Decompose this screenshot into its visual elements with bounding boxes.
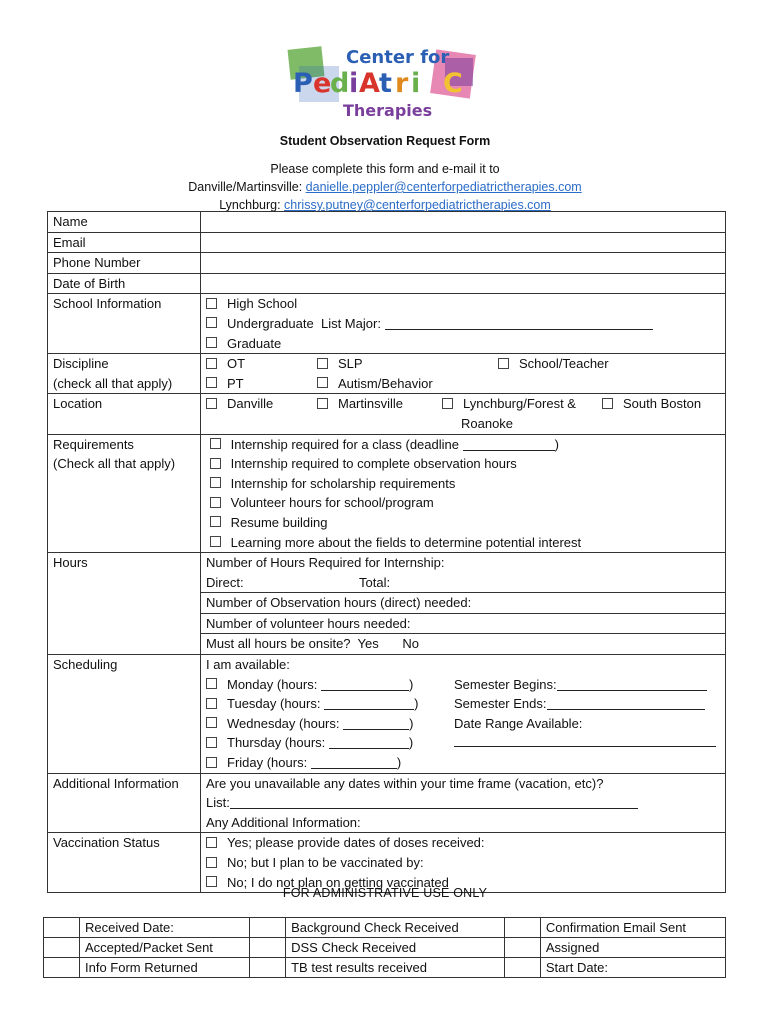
deadline-input[interactable] bbox=[463, 437, 555, 451]
admin-cell: TB test results received bbox=[286, 958, 505, 978]
high-school-label: High School bbox=[227, 296, 298, 312]
phone-field[interactable] bbox=[201, 253, 726, 274]
major-input[interactable] bbox=[385, 316, 653, 330]
resume-label: Resume building bbox=[230, 514, 328, 530]
wednesday-label: Wednesday (hours: bbox=[227, 715, 340, 731]
observation-internship-label: Internship required to complete observation hours bbox=[230, 456, 517, 472]
logo-letter: e bbox=[313, 68, 332, 99]
monday-label: Monday (hours: bbox=[227, 676, 318, 692]
wednesday-checkbox[interactable] bbox=[206, 717, 217, 728]
school-options bbox=[201, 294, 726, 354]
admin-cell: Assigned bbox=[540, 938, 725, 958]
vaccination-label: Vaccination Status bbox=[48, 833, 201, 893]
pt-checkbox[interactable] bbox=[206, 377, 217, 388]
ot-label: OT bbox=[227, 356, 246, 372]
volunteer-checkbox[interactable] bbox=[210, 497, 221, 508]
total-hours-label: Total: bbox=[359, 574, 391, 590]
danville-contact bbox=[0, 178, 770, 196]
monday-close: ) bbox=[408, 676, 414, 692]
admin-cell: DSS Check Received bbox=[286, 938, 505, 958]
hours-label: Hours bbox=[48, 553, 201, 655]
observation-request-form bbox=[47, 211, 726, 893]
admin-checkbox[interactable] bbox=[504, 918, 540, 938]
logo-letter: t bbox=[379, 68, 392, 99]
logo-letter: i bbox=[349, 68, 359, 99]
tuesday-checkbox[interactable] bbox=[206, 698, 217, 709]
martinsville-checkbox[interactable] bbox=[317, 398, 328, 409]
date-range-label: Date Range Available: bbox=[454, 715, 583, 731]
volunteer-hours-label: Number of volunteer hours needed: bbox=[201, 613, 725, 634]
pt-label: PT bbox=[227, 375, 244, 391]
email-label: Email bbox=[48, 232, 201, 253]
logo-letter: r bbox=[395, 68, 409, 99]
undergraduate-label: Undergraduate bbox=[227, 315, 314, 331]
danville-label: Danville/Martinsville: bbox=[188, 180, 306, 194]
location-options bbox=[201, 394, 726, 434]
name-field[interactable] bbox=[201, 212, 726, 233]
graduate-label: Graduate bbox=[227, 335, 282, 351]
additional-info-section bbox=[201, 773, 726, 833]
south-boston-label: South Boston bbox=[623, 396, 702, 412]
lynchburg-label: Lynchburg/Forest & bbox=[463, 396, 576, 412]
list-label: List: bbox=[206, 795, 230, 811]
admin-checkbox[interactable] bbox=[44, 918, 80, 938]
danville-label: Danville bbox=[227, 396, 274, 412]
ot-checkbox[interactable] bbox=[206, 358, 217, 369]
date-range-input[interactable] bbox=[454, 733, 716, 747]
semester-begins-input[interactable] bbox=[557, 677, 707, 691]
admin-checkbox[interactable] bbox=[250, 918, 286, 938]
lynchburg-label: Lynchburg: bbox=[219, 198, 285, 212]
school-teacher-checkbox[interactable] bbox=[498, 358, 509, 369]
email-field[interactable] bbox=[201, 232, 726, 253]
requirements-label-line1: Requirements bbox=[53, 436, 134, 452]
onsite-no[interactable]: No bbox=[402, 636, 419, 652]
logo-line3: Therapies bbox=[343, 101, 433, 120]
autism-behavior-label: Autism/Behavior bbox=[338, 375, 433, 391]
volunteer-label: Volunteer hours for school/program bbox=[230, 495, 434, 511]
admin-checkbox[interactable] bbox=[44, 958, 80, 978]
vaccinated-plan-checkbox[interactable] bbox=[206, 857, 217, 868]
list-input[interactable] bbox=[230, 795, 638, 809]
lynchburg-checkbox[interactable] bbox=[442, 398, 453, 409]
admin-cell: Background Check Received bbox=[286, 918, 505, 938]
vaccination-options bbox=[201, 833, 726, 893]
semester-ends-label: Semester Ends: bbox=[454, 696, 547, 712]
learning-label: Learning more about the fields to determine potential interest bbox=[230, 534, 582, 550]
logo-letter: d bbox=[330, 68, 350, 99]
undergraduate-checkbox[interactable] bbox=[206, 317, 217, 328]
vaccinated-yes-label: Yes; please provide dates of doses received: bbox=[227, 835, 485, 851]
friday-checkbox[interactable] bbox=[206, 757, 217, 768]
admin-heading: FOR ADMINISTRATIVE USE ONLY bbox=[282, 886, 488, 900]
class-internship-label: Internship required for a class (deadline bbox=[230, 436, 459, 452]
any-additional-label: Any Additional Information: bbox=[206, 814, 361, 830]
admin-checkbox[interactable] bbox=[250, 938, 286, 958]
admin-cell: Start Date: bbox=[540, 958, 725, 978]
discipline-label-line1: Discipline bbox=[53, 356, 109, 372]
thursday-hours-input[interactable] bbox=[329, 735, 409, 749]
logo-letter: C bbox=[443, 68, 463, 99]
admin-checkbox[interactable] bbox=[504, 958, 540, 978]
class-internship-close: ) bbox=[554, 436, 559, 452]
danville-email-link[interactable]: danielle.peppler@centerforpediatrictherapies.com bbox=[305, 180, 582, 194]
school-label: School Information bbox=[48, 294, 201, 354]
requirements-label bbox=[48, 434, 201, 553]
admin-checkbox[interactable] bbox=[504, 938, 540, 958]
intro-text: Please complete this form and e-mail it to bbox=[270, 162, 500, 176]
observation-hours-label: Number of Observation hours (direct) needed: bbox=[201, 592, 725, 613]
form-title: Student Observation Request Form bbox=[279, 134, 491, 148]
phone-label: Phone Number bbox=[48, 253, 201, 274]
major-label: List Major: bbox=[320, 315, 381, 331]
admin-table bbox=[43, 917, 726, 978]
semester-begins-label: Semester Begins: bbox=[454, 676, 557, 692]
discipline-label-line2: (check all that apply) bbox=[53, 375, 173, 391]
logo-letter: P bbox=[293, 68, 313, 99]
semester-ends-input[interactable] bbox=[547, 696, 705, 710]
logo-letter: A bbox=[359, 68, 380, 99]
scheduling-section bbox=[201, 655, 726, 774]
tuesday-label: Tuesday (hours: bbox=[227, 696, 321, 712]
additional-info-label: Additional Information bbox=[48, 773, 201, 833]
monday-hours-input[interactable] bbox=[321, 677, 409, 691]
onsite-question: Must all hours be onsite? bbox=[206, 636, 351, 652]
admin-cell: Received Date: bbox=[80, 918, 250, 938]
center-for-pediatric-therapies-logo bbox=[283, 44, 489, 120]
tuesday-close: ) bbox=[414, 696, 419, 712]
friday-close: ) bbox=[396, 755, 402, 771]
thursday-close: ) bbox=[408, 735, 414, 751]
thursday-checkbox[interactable] bbox=[206, 737, 217, 748]
thursday-label: Thursday (hours: bbox=[227, 735, 326, 751]
tuesday-hours-input[interactable] bbox=[324, 696, 414, 710]
lynchburg-email-link[interactable]: chrissy.putney@centerforpediatrictherapies.com bbox=[284, 198, 551, 212]
logo-line1: Center for bbox=[346, 47, 450, 68]
south-boston-checkbox[interactable] bbox=[602, 398, 613, 409]
vaccinated-yes-checkbox[interactable] bbox=[206, 837, 217, 848]
location-label: Location bbox=[48, 394, 201, 434]
scholarship-label: Internship for scholarship requirements bbox=[230, 475, 456, 491]
unavailable-question: Are you unavailable any dates within your time frame (vacation, etc)? bbox=[206, 775, 604, 791]
class-internship-checkbox[interactable] bbox=[210, 438, 221, 449]
friday-label: Friday (hours: bbox=[227, 755, 308, 771]
onsite-yes[interactable]: Yes bbox=[357, 636, 379, 652]
vaccinated-plan-label: No; but I plan to be vaccinated by: bbox=[227, 855, 424, 870]
admin-checkbox[interactable] bbox=[44, 938, 80, 958]
internship-hours-label: Number of Hours Required for Internship: bbox=[206, 555, 445, 571]
martinsville-label: Martinsville bbox=[338, 396, 404, 412]
admin-cell: Confirmation Email Sent bbox=[540, 918, 725, 938]
name-label: Name bbox=[48, 212, 201, 233]
direct-hours-label: Direct: bbox=[206, 574, 244, 590]
friday-hours-input[interactable] bbox=[311, 755, 397, 769]
wednesday-hours-input[interactable] bbox=[343, 716, 409, 730]
admin-cell: Accepted/Packet Sent bbox=[80, 938, 250, 958]
wednesday-close: ) bbox=[409, 715, 414, 731]
observation-internship-checkbox[interactable] bbox=[210, 458, 221, 469]
danville-checkbox[interactable] bbox=[206, 398, 217, 409]
available-label: I am available: bbox=[206, 657, 290, 673]
admin-cell: Info Form Returned bbox=[80, 958, 250, 978]
scholarship-checkbox[interactable] bbox=[210, 477, 221, 488]
requirements-label-line2: (Check all that apply) bbox=[53, 456, 176, 472]
slp-checkbox[interactable] bbox=[317, 358, 328, 369]
graduate-checkbox[interactable] bbox=[206, 337, 217, 348]
learning-checkbox[interactable] bbox=[210, 536, 221, 547]
roanoke-label: Roanoke bbox=[461, 415, 514, 431]
discipline-label bbox=[48, 354, 201, 394]
vaccinated-no-label: No; I do not plan on getting vaccinated bbox=[227, 874, 449, 890]
admin-checkbox[interactable] bbox=[250, 958, 286, 978]
high-school-checkbox[interactable] bbox=[206, 298, 217, 309]
dob-label: Date of Birth bbox=[48, 273, 201, 294]
dob-field[interactable] bbox=[201, 273, 726, 294]
hours-section bbox=[201, 553, 726, 655]
resume-checkbox[interactable] bbox=[210, 516, 221, 527]
scheduling-label: Scheduling bbox=[48, 655, 201, 774]
slp-label: SLP bbox=[338, 356, 363, 372]
monday-checkbox[interactable] bbox=[206, 678, 217, 689]
logo-letter: i bbox=[411, 68, 421, 99]
autism-behavior-checkbox[interactable] bbox=[317, 377, 328, 388]
discipline-options bbox=[201, 354, 726, 394]
school-teacher-label: School/Teacher bbox=[519, 356, 609, 372]
requirements-options bbox=[201, 434, 726, 553]
